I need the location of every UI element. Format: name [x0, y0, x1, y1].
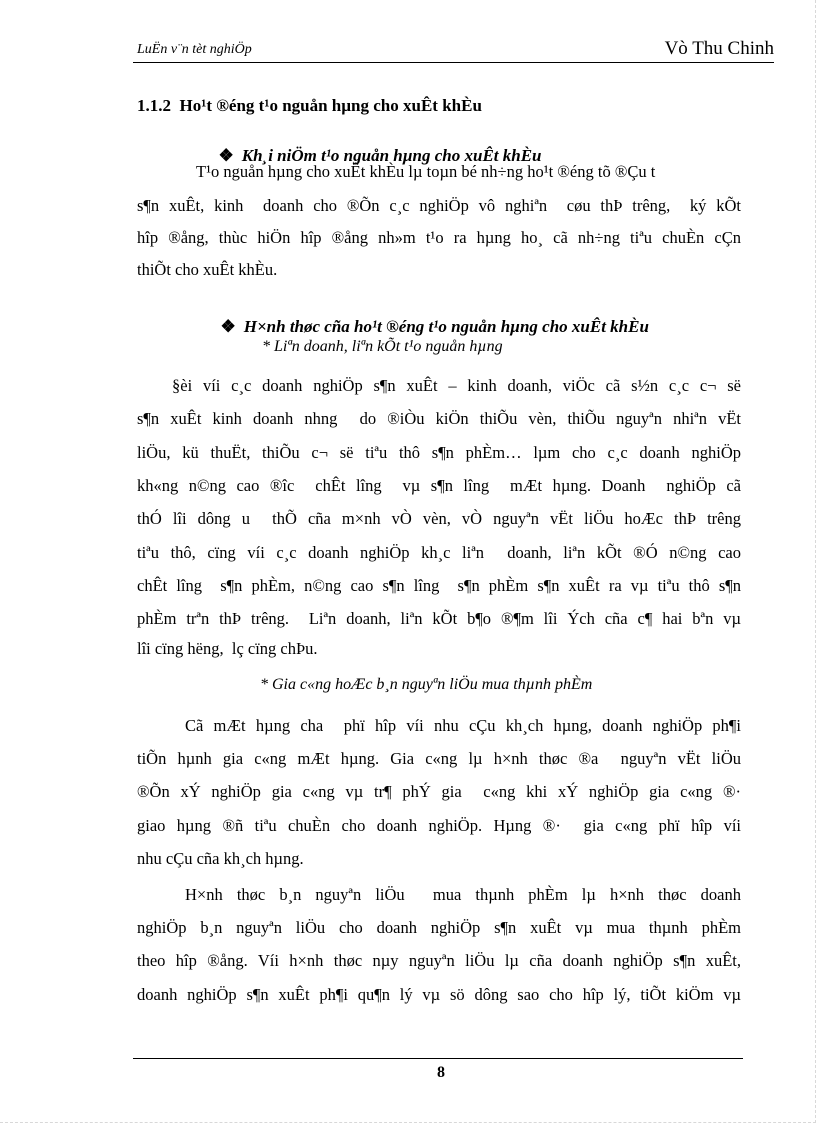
header-author-name: Vò Thu Chinh: [664, 38, 774, 59]
body-line: chÊt lîng s¶n phÈm, n©ng cao s¶n lîng s¶n phÈm s¶n xuÊt ra vµ tiªu thô s¶n: [137, 576, 741, 595]
footer-divider: [133, 1058, 743, 1059]
body-line: tiªu thô, cïng víi c¸c doanh nghiÖp kh¸c liªn doanh, liªn kÕt ®Ó n©ng cao: [137, 543, 741, 562]
subheading-concept: [210, 126, 542, 166]
body-line: thÓ lîi dông u thÕ cña m×nh vÒ vèn, vÒ nguyªn vËt liÖu hoÆc thÞ trêng: [137, 509, 741, 528]
diamond-bullet-icon: ❖: [218, 146, 234, 165]
page-number: 8: [437, 1064, 445, 1081]
subheading-concept-text: Kh¸i niÖm t¹o nguån hµng cho xuÊt khÈu: [241, 146, 542, 165]
diamond-bullet-icon: ❖: [220, 317, 236, 336]
body-line: doanh nghiÖp s¶n xuÊt ph¶i qu¶n lý vµ sö dông sao cho hîp lý, tiÕt kiÖm vµ: [137, 985, 741, 1004]
header-divider: [133, 62, 774, 63]
body-line: kh«ng n©ng cao ®îc chÊt lîng vµ s¶n lîng mÆt hµng. Doanh nghiÖp cã: [137, 476, 741, 495]
body-line: nghiÖp b¸n nguyªn liÖu cho doanh nghiÖp s¶n xuÊt vµ mua thµnh phÈm: [137, 918, 741, 937]
body-line: hîp ®ång, thùc hiÖn hîp ®ång nh»m t¹o ra hµng ho¸ cã nh÷ng tiªu chuÈn cÇn: [137, 228, 741, 247]
body-line: tiÕn hµnh gia c«ng mÆt hµng. Gia c«ng lµ h×nh thøc ®a nguyªn vËt liÖu: [137, 749, 741, 768]
body-line: T¹o nguån hµng cho xuÊt khÈu lµ toµn bé nh÷ng ho¹t ®éng tõ ®Çu t: [196, 162, 656, 181]
header-thesis-title: LuËn v¨n tèt nghiÖp: [137, 42, 252, 57]
body-line: Cã mÆt hµng cha phï hîp víi nhu cÇu kh¸ch hµng, doanh nghiÖp ph¶i: [185, 716, 741, 735]
body-line: H×nh thøc b¸n nguyªn liÖu mua thµnh phÈm lµ h×nh thøc doanh: [185, 885, 741, 904]
body-line: nhu cÇu cña kh¸ch hµng.: [137, 849, 304, 868]
subheading-forms-text: H×nh thøc cña ho¹t ®éng t¹o nguån hµng cho xuÊt khÈu: [243, 317, 649, 336]
body-line: s¶n xuÊt kinh doanh nhng do ®iÒu kiÖn thiÕu vèn, thiÕu nguyªn nhiªn vËt: [137, 409, 741, 428]
italic-subtopic: * Gia c«ng hoÆc b¸n nguyªn liÖu mua thµnh phÈm: [260, 676, 593, 693]
body-line: theo hîp ®ång. Víi h×nh thøc nµy nguyªn liÖu lµ cña doanh nghiÖp s¶n xuÊt,: [137, 951, 741, 970]
section-heading: 1.1.2 Ho¹t ®éng t¹o nguån hµng cho xuÊt khÈu: [137, 96, 482, 115]
body-line: s¶n xuÊt, kinh doanh cho ®Õn c¸c nghiÖp vô nghiªn cøu thÞ trêng, ký kÕt: [137, 196, 741, 215]
subheading-forms: [212, 297, 649, 337]
body-line: liÖu, kü thuËt, thiÕu c¬ së tiªu thô s¶n phÈm… lµm cho c¸c doanh nghiÖp: [137, 443, 741, 462]
body-line: §èi víi c¸c doanh nghiÖp s¶n xuÊt – kinh doanh, viÖc cã s½n c¸c c¬ së: [172, 376, 741, 395]
italic-subtopic: * Liªn doanh, liªn kÕt t¹o nguån hµng: [262, 338, 503, 355]
body-line: ®Õn xÝ nghiÖp gia c«ng vµ tr¶ phÝ gia c«ng khi xÝ nghiÖp gia c«ng ®·: [137, 782, 741, 801]
body-line: thiÕt cho xuÊt khÈu.: [137, 260, 278, 279]
body-line: lîi cïng hëng, lç cïng chÞu.: [137, 639, 318, 658]
body-line: phÈm trªn thÞ trêng. Liªn doanh, liªn kÕt b¶o ®¶m lîi Ých cña c¶ hai bªn vµ: [137, 609, 741, 628]
body-line: giao hµng ®ñ tiªu chuÈn cho doanh nghiÖp. Hµng ®· gia c«ng phï hîp víi: [137, 816, 741, 835]
